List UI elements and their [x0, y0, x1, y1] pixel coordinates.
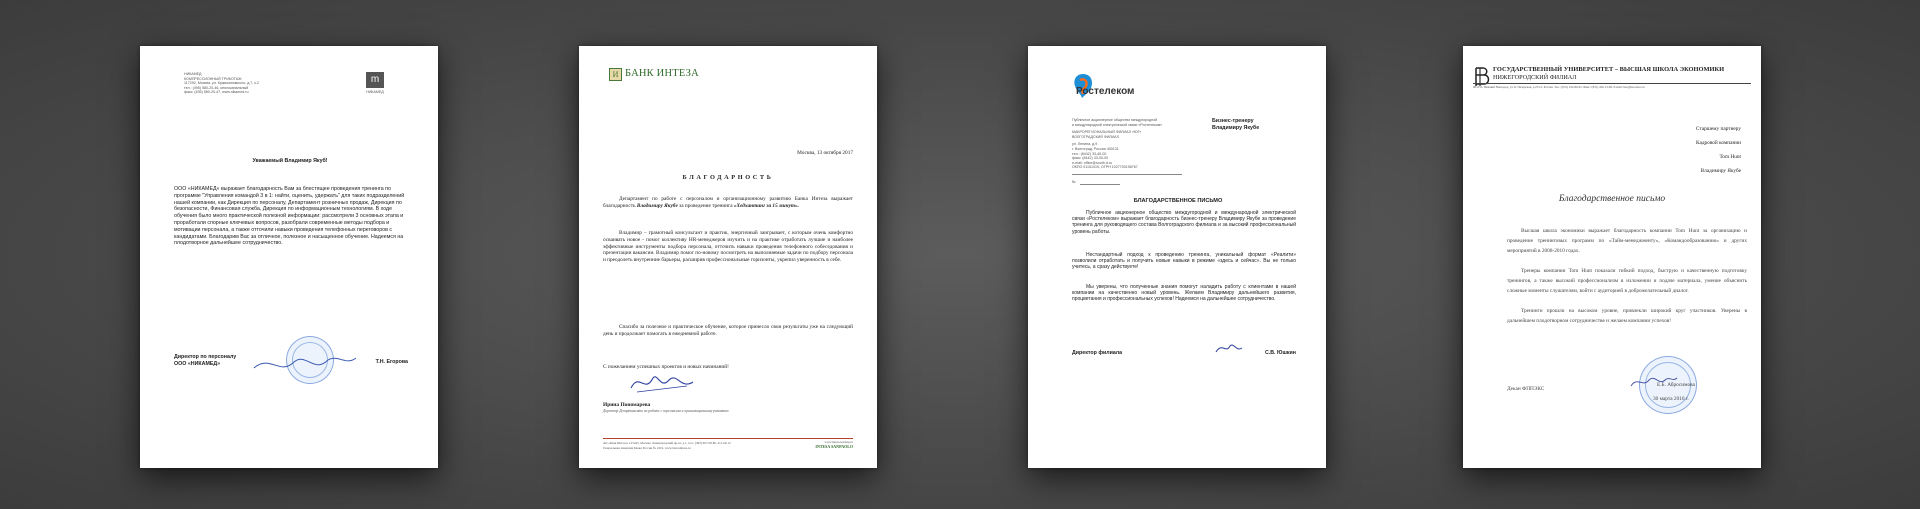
org-details	[1072, 118, 1200, 170]
addressee-line: Старшему партнеру	[1695, 126, 1741, 132]
paragraph-3: Мы уверены, что полученные знания помогут наладить работу с клиентами в нашей компании на качественно новый уровень. Желаем Владимиру дальнейшего развития, процветания и профессиональных успехов! Надеемся на дальнейшее сотрудничество.	[1072, 284, 1296, 303]
org-line: ОКПО 01151419, ОГРН 1027700198767	[1072, 165, 1138, 170]
footer-address	[603, 441, 783, 450]
paragraph-1: Публичное акционерное общество междугородной и международной электрической связи «Ростелеком» выражает благодарность бизнес-тренеру Владимиру Якубе за проведение тренинга для руководящего состава Волгоградского филиала и за высокий профессиональный уровень работы.	[1072, 210, 1296, 235]
paragraph-2: Тренеры компании Tom Hunt показали гибкий подход, быструю и качественную подготовку тренингов, а также высокий профессионализм в изложении и подаче материала, умение объяснить сложные моменты слушателям, войти с аудиторией в доброжелательный диалог.	[1507, 268, 1747, 294]
footer-line: АО «Банк Интеза» 125445, Москва, Ленинградский пр-кт, д.1, тел.: (495) 967-08-80, 411-69-12	[603, 441, 731, 445]
signer-title: Директор филиала	[1072, 350, 1123, 356]
addressee-line: Кадровой компании	[1696, 140, 1741, 146]
nikamed-logo-icon: m	[366, 72, 384, 88]
footer-divider	[603, 438, 853, 439]
footer-link: www.intesa-leasing.ru	[824, 440, 853, 444]
org-line: факс: (8442) 33-00-00	[1072, 156, 1109, 161]
training-name: «Хедхантинг за 15 минут».	[733, 202, 800, 209]
paragraph-text: Департамент по работе с персоналом и организационному развитию Банка Интеза выражает благодарность	[603, 196, 853, 209]
intesa-logo-icon: И	[609, 68, 622, 81]
footer-brand	[783, 440, 853, 449]
org-line: e-mail: office@south.rt.ru	[1072, 160, 1113, 165]
org-line: ВОЛГОГРАДСКИЙ ФИЛИАЛ	[1072, 134, 1119, 139]
letter-title: Благодарственное письмо	[1558, 194, 1666, 204]
letter-title: БЛАГОДАРСТВЕННОЕ ПИСЬМО	[1133, 198, 1223, 204]
signature	[627, 368, 697, 398]
paragraph-2: Владимир – грамотный консультант и практик, энергичный заигрывает, с которым очень комфортно осваивать новое - помог коллективу HR-менеджеров изучить и на практике отработать лучшие и наиболее эффективные инструменты подбора персонала, отточить навыки проведения телефонного собеседования и презентации вакансии. Владимир помог по-новому посмотреть на выполняемые задачи по подбору персонала и преодолеть внутренние барьеры, расширив профессиональные горизонты, укрепил уверенность в себе.	[603, 230, 853, 264]
letterhead-line: КОМПРЕССИОННЫЙ ТРИКОТАЖ	[184, 76, 242, 81]
letter-body: ООО «НИКАМЕД» выражает благодарность Вам за блестящее проведения тренинга по программе "Управления командой 3 в 1: найти, оценить, удержать" для таких подразделений нашей компании, как Дирекция по персоналу, Департамент розничных продаж, Дирекция по безопасности, Финансовая служба, Дирекция по информационным технологиям. В ходе обучения было много практической полезной информации: рассмотрели 3 основных этапа и проработали спорные ключевых вопросов, разобрали современные методы подбора и мотивации персонала, а также отточили навыки проведения телефонных переговоров с кандидатами. Благодарим Вас за отличное, полезное и насыщенное обучение. Надеемся на плодотворное дальнейшее сотрудничество.	[174, 186, 405, 247]
signer-name: Е.Б. Абросимова	[1657, 382, 1695, 388]
letterhead-line: тел.: (495) 580-20-46, многоканальный	[184, 85, 249, 90]
letter-hse[interactable]	[1463, 46, 1761, 468]
letterhead-info	[184, 72, 324, 95]
letter-title: БЛАГОДАРНОСТЬ	[682, 174, 774, 181]
signer-title: Директор Департамента по работе с персоналом и организационному развитию	[603, 409, 729, 413]
signer-name: Ирина Пономарева	[603, 402, 651, 408]
signer-title-line: Директор по персоналу	[174, 354, 237, 360]
org-line: Публичное акционерное общество междугородной	[1072, 118, 1158, 122]
org-line: ул. Ленина, д.9	[1072, 142, 1098, 147]
letterhead-line: НИКАМЕД	[184, 72, 202, 76]
paragraph-1	[603, 196, 853, 210]
letterhead-line: 117292, Москва, ул. Кржижановского, д.7, к.2	[184, 81, 259, 86]
letter-intesa[interactable]	[579, 46, 877, 468]
addressee-line: Владимиру Якубе	[1700, 168, 1741, 174]
paragraph-1: Высшая школа экономики выражает благодарность компании Tom Hunt за организацию и проведение тренинговых программ по «Тайм-менеджменту», «Командообразованию» и других мероприятий в 2008-2010 годах.	[1507, 228, 1747, 254]
company-logo: Ростелеком	[1076, 86, 1135, 97]
paragraph-3: Тренинги прошли на высоком уровне, привлекли широкий круг участников. Уверены в дальнейшем плодотворном сотрудничестве и желаем компании успехов!	[1507, 308, 1747, 324]
greeting: Уважаемый Владимир Якуб!	[252, 158, 328, 164]
letterhead-line: факс: (495) 580-20-47, www.nikamed.ru	[184, 90, 249, 95]
letter-nikamed[interactable]	[140, 46, 438, 468]
ref-line	[1080, 184, 1120, 185]
addressee-line: Бизнес-тренеру	[1212, 118, 1254, 124]
addressee	[1613, 122, 1741, 178]
logo-caption: НИКАМЕД	[366, 90, 384, 94]
letter-date: Москва, 13 октября 2017	[797, 150, 853, 156]
contact-line: 603155, Нижний Новгород, ул. Б. Печерская, д.25/12, Россия. Тел.: (831) 432-80-65, Факс: (831) 436-13-08, E-mail: hse@hse.nnov.ru	[1473, 85, 1645, 89]
ref-number: №	[1072, 180, 1076, 184]
closing-line: С пожеланием успешных проектов и новых начинаний!	[603, 364, 729, 370]
addressee-line: Владимиру Якубе	[1212, 124, 1260, 131]
org-line: г. Волгоград, Россия 400131	[1072, 146, 1119, 151]
org-line: тел.: (8442) 33-40-00	[1072, 151, 1107, 156]
signer-name: С.В. Юшкин	[1264, 350, 1296, 356]
letter-date: 30 марта 2010 г.	[1653, 396, 1689, 402]
branch-name: НИЖЕГОРОДСКИЙ ФИЛИАЛ	[1493, 74, 1577, 81]
paragraph-2: Нестандартный подход к проведению тренинга, уникальный формат «Реалити» позволили отработать и получить новые навыки в режиме «здесь и сейчас». Вы не только учитесь, а сразу действуете!	[1072, 252, 1296, 271]
header-divider	[1473, 83, 1751, 84]
paragraph-text: за проведение тренинга	[677, 202, 734, 209]
addressee-line: Tom Hunt	[1719, 154, 1741, 160]
footer-line: Генеральная лицензия Банка России № 2216, www.bancaintesa.ru	[603, 445, 691, 450]
footer-brand-name: INTESA SANPAOLO	[815, 443, 853, 449]
letter-rostelecom[interactable]	[1028, 46, 1326, 468]
reg-line	[1072, 174, 1182, 175]
trainer-name: Владимиру Якубе	[636, 202, 678, 209]
signer-name: Т.Н. Егорова	[375, 359, 408, 365]
org-line: и международной электрической связи «Ростелеком»	[1072, 122, 1163, 127]
signer-title	[174, 354, 294, 368]
bank-logo: БАНК ИНТЕЗА	[625, 68, 699, 79]
university-name: ГОСУДАРСТВЕННЫЙ УНИВЕРСИТЕТ – ВЫСШАЯ ШКОЛА ЭКОНОМИКИ	[1493, 66, 1725, 73]
paragraph-3: Спасибо за полезное и практическое обучение, которое принесло свои результаты уже на следующий день и продолжает помогать в ежедневной работе.	[603, 324, 853, 337]
org-line: МАКРОРЕГИОНАЛЬНЫЙ ФИЛИАЛ «ЮГ»	[1072, 130, 1142, 135]
signer-title: Декан ФППЭКС	[1507, 386, 1545, 392]
addressee	[1212, 118, 1312, 132]
signer-title-line: ООО «НИКАМЕД»	[174, 360, 221, 367]
